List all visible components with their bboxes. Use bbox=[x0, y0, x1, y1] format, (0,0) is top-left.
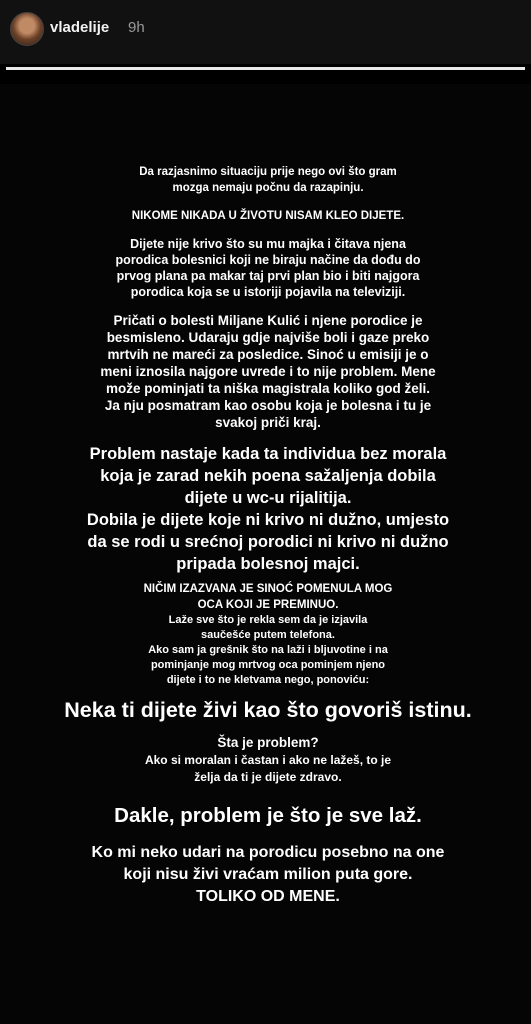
headline-2: Dakle, problem je što je sve laž. bbox=[114, 804, 422, 827]
paragraph-2: NIKOME NIKADA U ŽIVOTU NISAM KLEO DIJETE. bbox=[131, 210, 405, 222]
story-progress-fill bbox=[6, 67, 525, 70]
paragraph-4: Pričati o bolesti Miljane Kulić i njene porodice je besmisleno. Udaraju gdje najviše boli i gaze preko mrtvih ne mareći za posledice. Sinoć u emisiji je o meni iznosila najgore uvrede i to nije problem. Mene može pominjati ta niška magistrala koliko god želi. Ja nju posmatram kao osobu koja je bolesna i tu je svakoj priči kraj. bbox=[100, 313, 436, 430]
paragraph-final: Ko mi neko udari na porodicu posebno na one koji nisu živi vraćam milion puta gore. TOLIKO OD MENE. bbox=[91, 844, 445, 905]
paragraph-6: NIČIM IZAZVANA JE SINOĆ POMENULA MOG OCA KOJI JE PREMINUO. bbox=[143, 583, 393, 611]
post-time: 9h bbox=[128, 19, 145, 36]
paragraph-1: Da razjasnimo situaciju prije nego ovi što gram mozga nemaju počnu da razapinju. bbox=[139, 166, 397, 194]
paragraph-3: Dijete nije krivo što su mu majka i čitava njena porodica bolesnici koji ne biraju načine da dođu do prvog plana pa makar taj prvi plan bio i biti najgora porodica koja se u istoriji pojavila na televiziji. bbox=[115, 237, 421, 299]
question-line: Šta je problem? bbox=[217, 735, 319, 750]
username[interactable]: vladelije bbox=[50, 19, 110, 36]
profile-avatar[interactable] bbox=[10, 12, 44, 46]
headline-1: Neka ti dijete živi kao što govoriš istinu. bbox=[64, 698, 472, 722]
story-progress-bar bbox=[6, 67, 525, 70]
story-header bbox=[0, 0, 531, 64]
story-text bbox=[50, 164, 486, 908]
paragraph-9: Ako si moralan i častan i ako ne lažeš, to je želja da ti je dijete zdravo. bbox=[144, 753, 392, 784]
paragraph-7: Laže sve što je rekla sem da je izjavila saučešće putem telefona. Ako sam ja grešnik što na laži i bljuvotine i na pominjanje mog mrtvog oca pominjem njeno dijete i to ne kletvama nego, ponoviću: bbox=[148, 614, 388, 686]
paragraph-5: Problem nastaje kada ta individua bez morala koja je zarad nekih poena sažaljenja dobila dijete u wc-u rijalitija. Dobila je dijete koje ni krivo ni dužno, umjesto da se rodi u srećnoj porodici ni krivo ni dužno pripada bolesnoj majci. bbox=[86, 445, 450, 573]
